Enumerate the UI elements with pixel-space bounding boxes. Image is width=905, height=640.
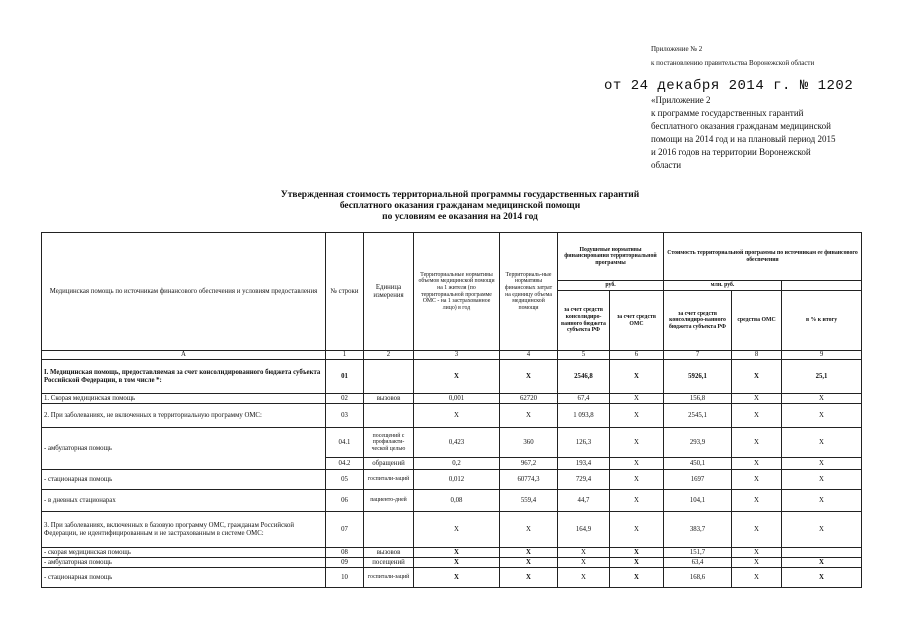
row-cell-5: 1 093,8: [558, 404, 610, 428]
row-cell-7: 293,9: [664, 428, 732, 458]
table-row: [42, 568, 862, 588]
row-cell-5: 193,4: [558, 458, 610, 470]
row-cell-4: X: [500, 548, 558, 558]
row-cell-6: X: [610, 404, 664, 428]
row-cell-5: X: [558, 558, 610, 568]
row-cell-3: X: [414, 404, 500, 428]
row-cell-5: X: [558, 548, 610, 558]
row-cell-9: X: [782, 558, 862, 568]
row-cell-8: X: [732, 558, 782, 568]
index-cell: 4: [500, 351, 558, 360]
row-unit: госпитали-заций: [364, 568, 414, 588]
row-cell-7: 1697: [664, 470, 732, 490]
table-row: [42, 512, 862, 548]
index-cell: 1: [326, 351, 364, 360]
header-col-5: за счет средств консолидиро-ванного бюджета субъекта РФ: [558, 291, 610, 351]
table-row: [42, 548, 862, 558]
row-cell-3: 0,08: [414, 490, 500, 512]
row-cell-3: X: [414, 360, 500, 394]
row-cell-9: X: [782, 568, 862, 588]
row-cell-4: 62720: [500, 394, 558, 404]
row-number: 04.2: [326, 458, 364, 470]
row-number: 05: [326, 470, 364, 490]
row-number: 07: [326, 512, 364, 548]
table-row: [42, 490, 862, 512]
row-cell-9: [782, 548, 862, 558]
row-cell-4: X: [500, 558, 558, 568]
appendix-2-line: к программе государственных гарантий: [651, 108, 804, 118]
row-unit: [364, 512, 414, 548]
row-cell-3: X: [414, 568, 500, 588]
row-name: 3. При заболеваниях, включенных в базовую программу ОМС, гражданам Российской Федерации, не идентифицированным и не застрахованным в системе ОМС:: [42, 512, 326, 548]
row-cell-5: X: [558, 568, 610, 588]
header-unit-mln-rub: млн. руб.: [664, 281, 782, 291]
title-line: Утвержденная стоимость территориальной программы государственных гарантий: [280, 190, 640, 200]
index-cell: 6: [610, 351, 664, 360]
header-col-a: Медицинская помощь по источникам финансового обеспечения и условиям предоставления: [42, 233, 326, 351]
row-name: 2. При заболеваниях, не включенных в территориальную программу ОМС:: [42, 404, 326, 428]
row-cell-3: 0,012: [414, 470, 500, 490]
header-row: [42, 233, 862, 281]
row-cell-8: X: [732, 404, 782, 428]
row-cell-6: X: [610, 548, 664, 558]
appendix-2-line: области: [651, 160, 682, 170]
row-cell-5: 2546,8: [558, 360, 610, 394]
row-cell-8: X: [732, 470, 782, 490]
index-cell: 9: [782, 351, 862, 360]
row-cell-6: X: [610, 512, 664, 548]
row-cell-9: X: [782, 428, 862, 458]
row-cell-8: X: [732, 458, 782, 470]
header-col-9: в % к итогу: [782, 291, 862, 351]
header-unit-empty: [782, 281, 862, 291]
row-cell-6: X: [610, 360, 664, 394]
row-unit: обращений: [364, 458, 414, 470]
row-cell-6: X: [610, 558, 664, 568]
appendix-2-note: [651, 94, 881, 172]
row-cell-4: 60774,3: [500, 470, 558, 490]
header-col-8: средства ОМС: [732, 291, 782, 351]
row-cell-3: 0,001: [414, 394, 500, 404]
row-cell-7: 450,1: [664, 458, 732, 470]
row-number: 01: [326, 360, 364, 394]
row-number: 08: [326, 548, 364, 558]
row-unit: [364, 404, 414, 428]
index-cell: 3: [414, 351, 500, 360]
index-row: [42, 351, 862, 360]
header-group-program-cost: Стоимость территориальной программы по источникам ее финансового обеспечения: [664, 233, 862, 281]
row-unit: посещений: [364, 558, 414, 568]
header-unit-rub: руб.: [558, 281, 664, 291]
row-unit: пациенто-дней: [364, 490, 414, 512]
row-cell-9: X: [782, 458, 862, 470]
row-name: - амбулаторная помощь: [42, 428, 326, 470]
row-cell-6: X: [610, 458, 664, 470]
row-unit: вызовов: [364, 548, 414, 558]
index-cell: 2: [364, 351, 414, 360]
row-cell-6: X: [610, 568, 664, 588]
header-col-2: Единица измерения: [364, 233, 414, 351]
row-cell-7: 156,8: [664, 394, 732, 404]
row-cell-5: 126,3: [558, 428, 610, 458]
row-unit: госпитали-заций: [364, 470, 414, 490]
row-number: 03: [326, 404, 364, 428]
row-unit: [364, 360, 414, 394]
appendix-2-line: помощи на 2014 год и на плановый период 2015: [651, 134, 836, 144]
row-cell-3: X: [414, 512, 500, 548]
header-col-4: Территориаль-ные нормативы финансовых затрат на единицу объема медицинской помощи: [500, 233, 558, 351]
row-cell-6: X: [610, 428, 664, 458]
row-name: I. Медицинская помощь, предоставляемая за счет консолидированного бюджета субъекта Российской Федерации, в том числе *:: [42, 360, 326, 394]
row-cell-7: 151,7: [664, 548, 732, 558]
row-cell-7: 104,1: [664, 490, 732, 512]
row-cell-4: 559,4: [500, 490, 558, 512]
row-cell-8: X: [732, 428, 782, 458]
row-cell-5: 67,4: [558, 394, 610, 404]
row-cell-7: 5926,1: [664, 360, 732, 394]
row-number: 06: [326, 490, 364, 512]
row-cell-9: X: [782, 394, 862, 404]
row-name: 1. Скорая медицинская помощь: [42, 394, 326, 404]
row-cell-5: 44,7: [558, 490, 610, 512]
row-cell-7: 63,4: [664, 558, 732, 568]
table-row: [42, 558, 862, 568]
appendix-reference: к постановлению правительства Воронежской области: [651, 59, 815, 67]
table-row: [42, 394, 862, 404]
table-row: [42, 428, 862, 458]
header-col-3: Территориальные нормативы объемов медицинской помощи на 1 жителя (по территориальной программе ОМС - на 1 застрахованное лицо) в год: [414, 233, 500, 351]
table-row: [42, 470, 862, 490]
row-cell-4: X: [500, 568, 558, 588]
header-group-per-capita: Подушевые нормативы финансирования территориальной программы: [558, 233, 664, 281]
row-cell-9: X: [782, 512, 862, 548]
row-number: 02: [326, 394, 364, 404]
row-number: 09: [326, 558, 364, 568]
row-name: - стационарная помощь: [42, 470, 326, 490]
appendix-2-line: «Приложение 2: [651, 95, 711, 105]
row-cell-9: X: [782, 404, 862, 428]
document-title: [150, 190, 770, 223]
row-cell-8: X: [732, 568, 782, 588]
row-cell-8: X: [732, 394, 782, 404]
row-cell-9: X: [782, 490, 862, 512]
header-col-6: за счет средств ОМС: [610, 291, 664, 351]
row-cell-4: X: [500, 360, 558, 394]
row-cell-9: X: [782, 470, 862, 490]
row-cell-8: X: [732, 512, 782, 548]
appendix-2-line: и 2016 годов на территории Воронежской: [651, 147, 811, 157]
index-cell: 7: [664, 351, 732, 360]
row-cell-4: X: [500, 404, 558, 428]
row-cell-3: 0,2: [414, 458, 500, 470]
row-number: 04.1: [326, 428, 364, 458]
index-cell: 5: [558, 351, 610, 360]
row-cell-5: 729,4: [558, 470, 610, 490]
row-cell-4: 967,2: [500, 458, 558, 470]
table-row: [42, 360, 862, 394]
header-col-1: № строки: [326, 233, 364, 351]
row-cell-4: 360: [500, 428, 558, 458]
index-cell: 8: [732, 351, 782, 360]
row-cell-3: 0,423: [414, 428, 500, 458]
row-cell-4: X: [500, 512, 558, 548]
row-cell-6: X: [610, 394, 664, 404]
table-row: [42, 404, 862, 428]
header-col-7: за счет средств консолидиро-ванного бюджета субъекта РФ: [664, 291, 732, 351]
row-cell-3: X: [414, 558, 500, 568]
row-name: - стационарная помощь: [42, 568, 326, 588]
row-cell-7: 383,7: [664, 512, 732, 548]
row-cell-5: 164,9: [558, 512, 610, 548]
row-cell-3: X: [414, 548, 500, 558]
row-name: - скорая медицинская помощь: [42, 548, 326, 558]
row-cell-9: 25,1: [782, 360, 862, 394]
row-number: 10: [326, 568, 364, 588]
index-cell: А: [42, 351, 326, 360]
row-cell-7: 2545,1: [664, 404, 732, 428]
cost-table: [41, 232, 862, 588]
row-cell-8: X: [732, 490, 782, 512]
appendix-2-line: бесплатного оказания гражданам медицинской: [651, 121, 831, 131]
row-cell-6: X: [610, 470, 664, 490]
row-cell-8: X: [732, 360, 782, 394]
row-cell-8: X: [732, 548, 782, 558]
row-cell-6: X: [610, 490, 664, 512]
row-cell-7: 168,6: [664, 568, 732, 588]
title-line: по условиям ее оказания на 2014 год: [382, 212, 538, 222]
row-name: - амбулаторная помощь: [42, 558, 326, 568]
decree-date-stamp: от 24 декабря 2014 г. № 1202: [604, 78, 854, 94]
title-line: бесплатного оказания гражданам медицинской помощи: [339, 201, 581, 211]
row-unit: посещений с профилакти-ческой целью: [364, 428, 414, 458]
row-name: - в дневных стационарах: [42, 490, 326, 512]
appendix-number: Приложение № 2: [651, 45, 703, 53]
row-unit: вызовов: [364, 394, 414, 404]
